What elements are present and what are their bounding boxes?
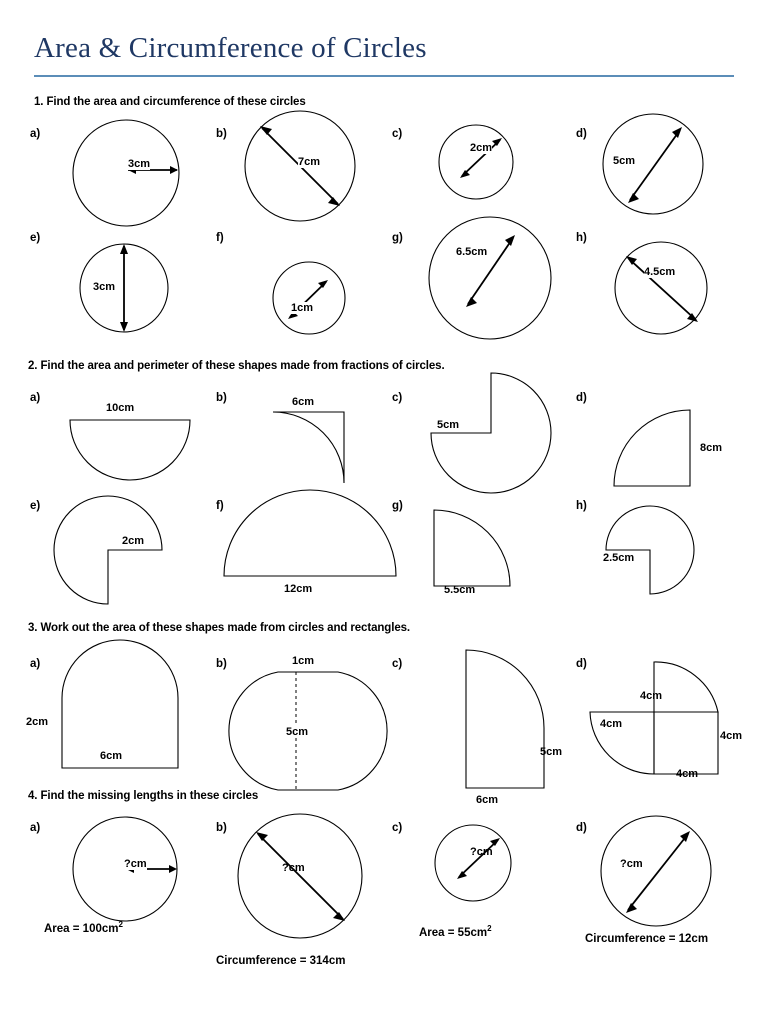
part-label-1h: h)	[576, 232, 587, 244]
figure-2d	[612, 408, 698, 488]
question-3-heading: 3. Work out the area of these shapes made from circles and rectangles.	[28, 622, 411, 634]
part-label-2c: c)	[392, 392, 403, 404]
dimension-label-3b-top: 1cm	[292, 655, 315, 667]
part-label-4c: c)	[392, 822, 403, 834]
dimension-label-3d-top: 4cm	[640, 690, 663, 702]
figure-2a	[68, 418, 192, 482]
caption-4b-text: Circumference = 314cm	[216, 954, 346, 967]
figure-1h	[604, 240, 720, 336]
page-title: Area & Circumference of Circles	[34, 32, 427, 64]
part-label-2h: h)	[576, 500, 587, 512]
dimension-label-3d-bottom: 4cm	[676, 768, 699, 780]
dimension-label-2c: 5cm	[437, 419, 460, 431]
figure-1g	[420, 216, 566, 342]
figure-2e	[62, 504, 164, 600]
dimension-label-3c-height: 5cm	[540, 746, 563, 758]
dimension-label-1f: 1cm	[291, 302, 314, 314]
figure-4b	[228, 812, 374, 942]
part-label-2g: g)	[392, 500, 403, 512]
dimension-label-1h: 4.5cm	[644, 266, 676, 278]
dimension-label-2g: 5.5cm	[444, 584, 476, 596]
caption-4c	[419, 924, 492, 939]
figure-1a	[70, 117, 182, 229]
part-label-4a: a)	[30, 822, 41, 834]
caption-4c-text: Area = 55cm	[419, 926, 488, 939]
part-label-3c: c)	[392, 658, 403, 670]
dimension-label-4c: ?cm	[470, 846, 493, 858]
part-label-2d: d)	[576, 392, 587, 404]
figure-4c	[432, 822, 516, 906]
dimension-label-1c: 2cm	[470, 142, 493, 154]
dimension-label-1b: 7cm	[298, 156, 321, 168]
caption-4a-sup: 2	[118, 920, 123, 929]
dimension-label-3d-vertical: 4cm	[600, 718, 623, 730]
dimension-label-4b: ?cm	[282, 862, 305, 874]
dimension-label-3a-width: 6cm	[100, 750, 123, 762]
dimension-label-1g: 6.5cm	[456, 246, 488, 258]
part-label-1a: a)	[30, 128, 41, 140]
part-label-3d: d)	[576, 658, 587, 670]
dimension-label-2b: 6cm	[292, 396, 315, 408]
figure-1f	[268, 260, 352, 336]
part-label-1b: b)	[216, 128, 227, 140]
dimension-label-1e: 3cm	[93, 281, 116, 293]
part-label-1g: g)	[392, 232, 403, 244]
dimension-label-2a: 10cm	[106, 402, 135, 414]
caption-4b	[216, 952, 345, 967]
part-label-4b: b)	[216, 822, 227, 834]
part-label-2e: e)	[30, 500, 41, 512]
part-label-1f: f)	[216, 232, 224, 244]
part-label-2b: b)	[216, 392, 227, 404]
caption-4c-sup: 2	[487, 924, 492, 933]
dimension-label-2f: 12cm	[284, 583, 313, 595]
caption-4d-text: Circumference = 12cm	[585, 932, 709, 945]
dimension-label-1d: 5cm	[613, 155, 636, 167]
caption-4a	[44, 920, 123, 935]
figure-2b	[271, 410, 347, 486]
dimension-label-4d: ?cm	[620, 858, 643, 870]
question-1-heading: 1. Find the area and circumference of these circles	[34, 96, 306, 108]
part-label-1e: e)	[30, 232, 41, 244]
dimension-label-3a-height: 2cm	[26, 716, 49, 728]
figure-2c	[420, 372, 550, 494]
question-2-heading: 2. Find the area and perimeter of these shapes made from fractions of circles.	[28, 360, 445, 372]
dimension-label-3b-height: 5cm	[286, 726, 309, 738]
figure-1c	[436, 122, 516, 202]
dimension-label-3c-width: 6cm	[476, 794, 499, 806]
caption-4d	[585, 930, 708, 945]
part-label-2f: f)	[216, 500, 224, 512]
dimension-label-1a: 3cm	[128, 158, 151, 170]
title-divider	[34, 75, 734, 77]
figure-3c	[464, 648, 550, 790]
part-label-3a: a)	[30, 658, 41, 670]
part-label-4d: d)	[576, 822, 587, 834]
part-label-1d: d)	[576, 128, 587, 140]
dimension-label-2d: 8cm	[700, 442, 723, 454]
figure-4d	[596, 814, 720, 930]
question-4-heading: 4. Find the missing lengths in these circles	[28, 790, 259, 802]
dimension-label-3d-right: 4cm	[720, 730, 743, 742]
part-label-1c: c)	[392, 128, 403, 140]
figure-2g	[432, 508, 518, 588]
dimension-label-2e: 2cm	[122, 535, 145, 547]
part-label-3b: b)	[216, 658, 227, 670]
figure-2f	[222, 500, 398, 580]
caption-4a-text: Area = 100cm	[44, 922, 119, 935]
dimension-label-2h: 2.5cm	[603, 552, 635, 564]
dimension-label-4a: ?cm	[124, 858, 147, 870]
part-label-2a: a)	[30, 392, 41, 404]
